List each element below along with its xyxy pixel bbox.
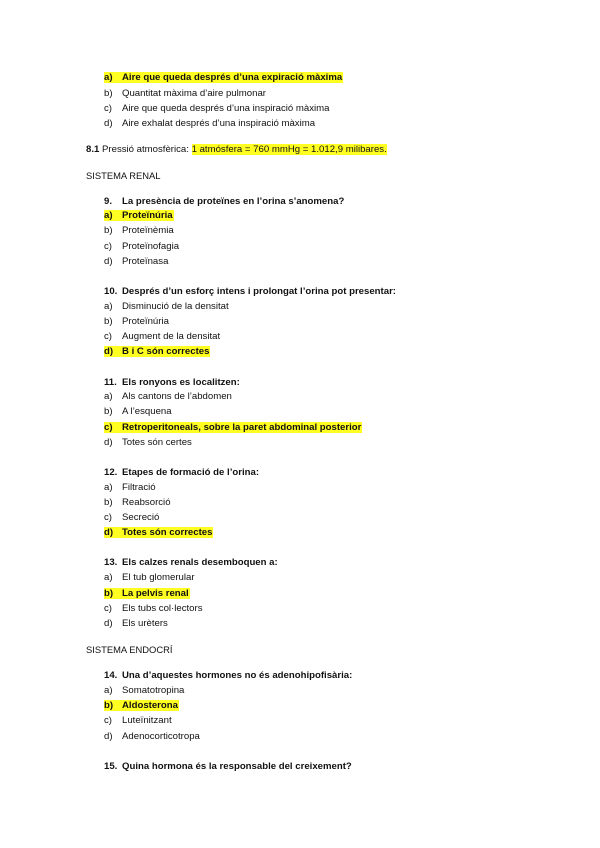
option-d: d) Proteïnasa [104, 256, 169, 267]
option-a: a) Disminució de la densitat [104, 301, 229, 312]
option-b: b) Proteïnúria [104, 316, 169, 327]
question-11: 11. Els ronyons es localitzen: [104, 377, 240, 388]
question-12: 12. Etapes de formació de l’orina: [104, 467, 260, 478]
option-a: a) El tub glomerular [104, 572, 195, 583]
question-15: 15. Quina hormona és la responsable del creixement? [104, 761, 352, 772]
option-b: b) Aldosterona [104, 700, 178, 711]
option-b: b) Quantitat màxima d’aire pulmonar [104, 88, 266, 99]
option-a: a) Proteïnúria [104, 210, 173, 221]
question-9: 9. La presència de proteïnes en l’orina s’anomena? [104, 196, 345, 207]
option-c: c) Els tubs col·lectors [104, 603, 203, 614]
option-d: d) Adenocorticotropa [104, 731, 200, 742]
option-a: a) Somatotropina [104, 685, 185, 696]
option-c: c) Proteïnofagia [104, 241, 180, 252]
note-pressure: 8.1 Pressió atmosfèrica: 1 atmósfera = 760 mmHg = 1.012,9 milibares. [86, 144, 387, 155]
section-heading-renal: SISTEMA RENAL [86, 170, 161, 181]
question-13: 13. Els calzes renals desemboquen a: [104, 557, 278, 568]
option-a: a) Als cantons de l’abdomen [104, 391, 232, 402]
option-a: a) Aire que queda després d’una expiració màxima [104, 72, 343, 83]
option-c: c) Luteïnitzant [104, 715, 172, 726]
section-heading-endocri: SISTEMA ENDOCRÍ [86, 644, 173, 655]
option-a: a) Filtració [104, 482, 156, 493]
option-d: d) Totes són correctes [104, 527, 213, 538]
question-10: 10. Després d’un esforç intens i prolongat l’orina pot presentar: [104, 286, 396, 297]
option-c: c) Augment de la densitat [104, 331, 221, 342]
option-d: d) Totes són certes [104, 437, 192, 448]
option-b: b) La pelvis renal [104, 588, 189, 599]
option-d: d) B i C són correctes [104, 346, 210, 357]
option-b: b) Proteïnèmia [104, 225, 174, 236]
option-d: d) Aire exhalat després d’una inspiració màxima [104, 118, 316, 129]
option-c: c) Secreció [104, 512, 160, 523]
option-c: c) Retroperitoneals, sobre la paret abdominal posterior [104, 422, 362, 433]
option-b: b) A l’esquena [104, 406, 172, 417]
option-c: c) Aire que queda després d’una inspiració màxima [104, 103, 330, 114]
option-d: d) Els urèters [104, 618, 168, 629]
question-14: 14. Una d’aquestes hormones no és adenohipofisària: [104, 670, 353, 681]
option-b: b) Reabsorció [104, 497, 171, 508]
